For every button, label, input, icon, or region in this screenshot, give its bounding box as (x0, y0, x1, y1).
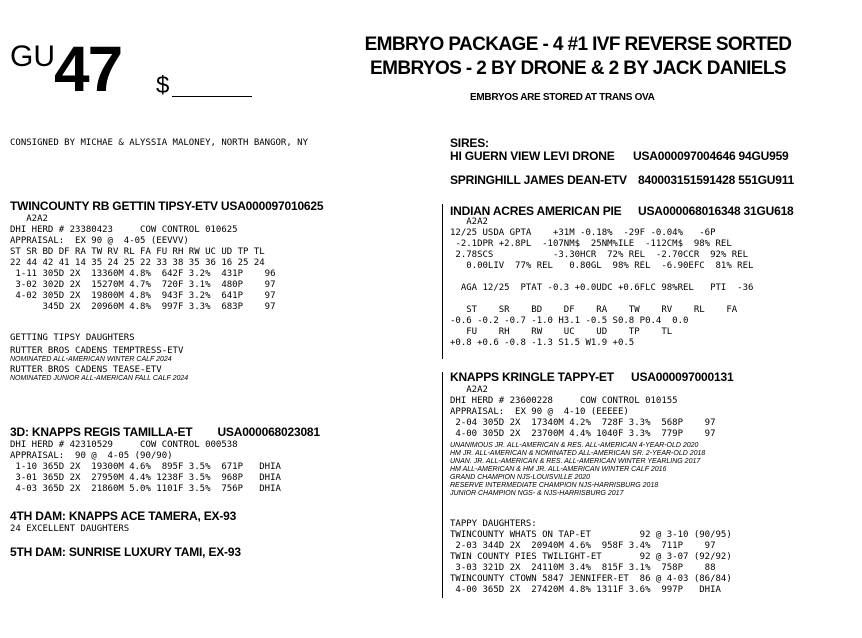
detail-line (450, 294, 753, 305)
fourth-dam-name: 4TH DAM: KNAPPS ACE TAMERA, EX-93 (10, 509, 237, 523)
tappy-daughters (450, 519, 732, 596)
detail-line: 4-00 305D 2X 23700M 4.4% 1040F 3.3% 779P 97 (450, 429, 716, 439)
daughter-name: RUTTER BROS CADENS TEASE-ETV (10, 365, 162, 375)
detail-line: 3-03 321D 2X 24110M 3.4% 815F 3.1% 758P 88 (450, 563, 716, 573)
fifth-dam-name: 5TH DAM: SUNRISE LUXURY TAMI, EX-93 (10, 545, 241, 559)
award-line: RESERVE INTERMEDIATE CHAMPION NJS-HARRISBURG 2018 (450, 482, 659, 489)
daughter-note: NOMINATED JUNIOR ALL-AMERICAN FALL CALF 2024 (10, 375, 189, 382)
detail-line: A2A2 (450, 385, 488, 395)
detail-line: DHI HERD # 23380423 COW CONTROL 010625 (10, 225, 238, 235)
detail-line: -0.6 -0.2 -0.7 -1.0 H3.1 -0.5 S0.8 P0.4 0.0 (450, 316, 689, 326)
detail-line: APPRAISAL: 90 @ 4-05 (90/90) (10, 451, 173, 461)
kringle-name: KNAPPS KRINGLE TAPPY-ET (450, 370, 614, 384)
sire2-name: SPRINGHILL JAMES DEAN-ETV (450, 173, 627, 187)
detail-line: 2-03 344D 2X 20940M 4.6% 958F 3.4% 711P 97 (450, 541, 716, 551)
detail-line: TWIN COUNTY PIES TWILIGHT-ET 92 @ 3-07 (92/92) (450, 552, 732, 562)
daughter-note: NOMINATED ALL-AMERICAN WINTER CALF 2024 (10, 356, 172, 363)
detail-line: 4-03 365D 2X 21860M 5.0% 1101F 3.5% 756P DHIA (10, 484, 281, 494)
lot-prefix: GU (10, 40, 55, 73)
detail-line: 3-02 302D 2X 15270M 4.7% 720F 3.1% 480P 97 (10, 280, 276, 290)
detail-line: TAPPY DAUGHTERS: (450, 519, 537, 529)
award-line: UNANIMOUS JR. ALL-AMERICAN & RES. ALL-AMERICAN 4-YEAR-OLD 2020 (450, 442, 699, 449)
page-title-line2: EMBRYOS - 2 BY DRONE & 2 BY JACK DANIELS (370, 58, 786, 79)
detail-line: DHI HERD # 42310529 COW CONTROL 000538 (10, 440, 238, 450)
price-blank-line (172, 96, 252, 97)
award-line: HM JR. ALL-AMERICAN & NOMINATED ALL-AMERICAN SR. 2-YEAR-OLD 2018 (450, 450, 706, 457)
third-dam-name: 3D: KNAPPS REGIS TAMILLA-ET USA000068023081 (10, 425, 320, 439)
detail-line: DHI HERD # 23600228 COW CONTROL 010155 (450, 396, 678, 406)
award-line: GRAND CHAMPION NJS-LOUISVILLE 2020 (450, 474, 591, 481)
detail-line: 345D 2X 20960M 4.8% 997F 3.3% 683P 97 (10, 302, 276, 312)
sire-detail-name: INDIAN ACRES AMERICAN PIE (450, 204, 622, 218)
sire-detail-id: USA000068016348 31GU618 (638, 204, 794, 218)
award-line: HM ALL-AMERICAN & HM JR. ALL-AMERICAN WINTER CALF 2016 (450, 466, 667, 473)
detail-line: FU RH RW UC UD TP TL (450, 327, 673, 337)
sires-header: SIRES: (450, 136, 489, 150)
kringle-id: USA000097000131 (631, 370, 734, 384)
detail-line: 12/25 USDA GPTA +31M -0.18% -29F -0.04% -6P (450, 228, 716, 238)
detail-line (450, 272, 753, 283)
detail-line: 1-11 305D 2X 13360M 4.8% 642F 3.2% 431P 96 (10, 269, 276, 279)
sire2-id: 840003151591428 551GU911 (638, 173, 795, 187)
consignor: CONSIGNED BY MICHAE & ALYSSIA MALONEY, NORTH BANGOR, NY (10, 138, 309, 148)
sire1-id: USA000097004646 94GU959 (633, 149, 789, 163)
daughters-header: GETTING TIPSY DAUGHTERS (10, 333, 135, 343)
kringle-divider-line (442, 372, 443, 598)
detail-line: APPRAISAL: EX 90 @ 4-10 (EEEEE) (450, 407, 629, 417)
page-title-line1: EMBRYO PACKAGE - 4 #1 IVF REVERSE SORTED (364, 34, 792, 55)
detail-line: 3-01 365D 2X 27950M 4.4% 1238F 3.5% 968P DHIA (10, 473, 281, 483)
detail-line: TWINCOUNTY WHATS ON TAP-ET 92 @ 3-10 (90/95) (450, 530, 732, 540)
detail-line: A2A2 (10, 214, 48, 224)
detail-line: 4-02 305D 2X 19800M 4.8% 943F 3.2% 641P 97 (10, 291, 276, 301)
detail-line: 22 44 42 41 14 35 24 25 22 33 38 35 36 16 25 24 (10, 258, 265, 268)
lot-number: 47 (54, 33, 122, 105)
sire-detail-proofs (450, 217, 753, 349)
detail-line: APPRAISAL: EX 90 @ 4-05 (EEVVV) (10, 236, 189, 246)
daughter-name: RUTTER BROS CADENS TEMPTRESS-ETV (10, 346, 184, 356)
award-line: UNAN. JR. ALL-AMERICAN & RES. ALL-AMERICAN WINTER YEARLING 2017 (450, 458, 701, 465)
fourth-dam-note: 24 EXCELLENT DAUGHTERS (10, 524, 130, 534)
detail-line: -2.1DPR +2.8PL -107NM$ 25NM%ILE -112CM$ 98% REL (450, 239, 732, 249)
sire-divider-line (442, 204, 443, 359)
detail-line: 0.00LIV 77% REL 0.80GL 98% REL -6.90EFC 81% REL (450, 261, 754, 271)
kringle-awards (450, 442, 705, 498)
detail-line: AGA 12/25 PTAT -0.3 +0.0UDC +0.6FLC 98%REL PTI -36 (450, 283, 754, 293)
dam-name: TWINCOUNTY RB GETTIN TIPSY-ETV USA000097010625 (10, 199, 324, 213)
detail-line: 4-00 365D 2X 27420M 4.8% 1311F 3.6% 997P DHIA (450, 585, 721, 595)
detail-line: ST SR BD DF RA TW RV RL FA FU RH RW UC UD TP TL (10, 247, 265, 257)
price-symbol: $ (156, 72, 170, 99)
sire1-name: HI GUERN VIEW LEVI DRONE (450, 149, 615, 163)
detail-line: +0.8 +0.6 -0.8 -1.3 S1.5 W1.9 +0.5 (450, 338, 635, 348)
award-line: JUNIOR CHAMPION NGS- & NJS-HARRISBURG 2017 (450, 490, 624, 497)
detail-line: 2-04 305D 2X 17340M 4.2% 728F 3.3% 568P 97 (450, 418, 716, 428)
detail-line: A2A2 (450, 217, 488, 227)
kringle-details (450, 385, 716, 440)
detail-line: ST SR BD DF RA TW RV RL FA (450, 305, 738, 315)
dam-details (10, 214, 276, 313)
third-dam-details (10, 440, 281, 495)
detail-line: 1-10 365D 2X 19300M 4.6% 895F 3.5% 671P DHIA (10, 462, 281, 472)
detail-line: 2.78SCS -3.30HCR 72% REL -2.70CCR 92% REL (450, 250, 749, 260)
detail-line: TWINCOUNTY CTOWN 5847 JENNIFER-ET 86 @ 4-03 (86/84) (450, 574, 732, 584)
storage-note: EMBRYOS ARE STORED AT TRANS OVA (470, 92, 655, 103)
